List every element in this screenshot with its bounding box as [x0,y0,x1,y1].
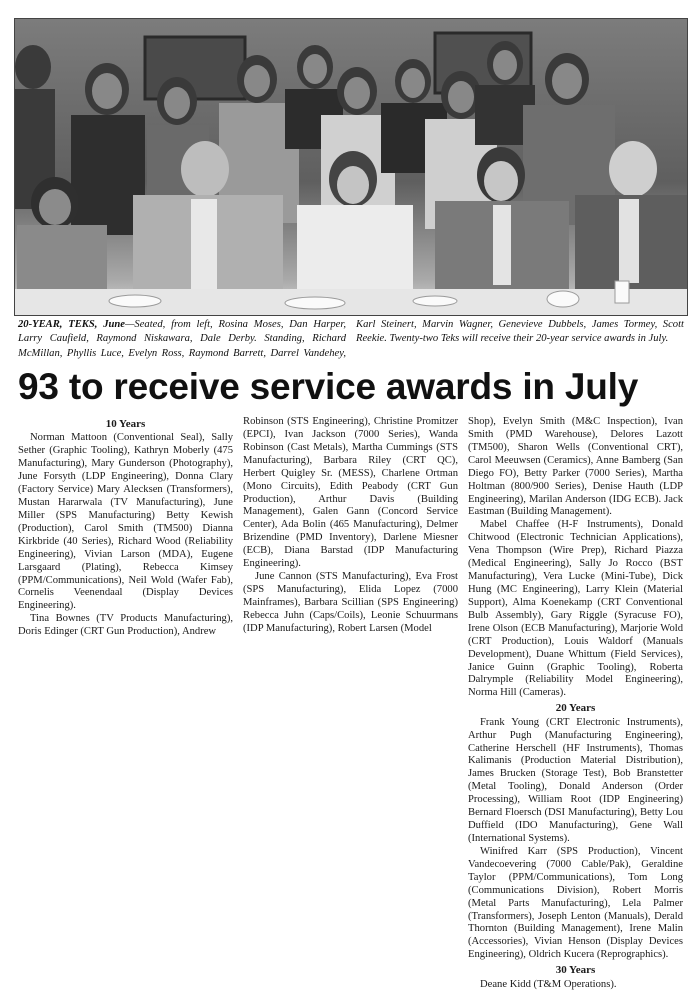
group-photo-illustration [15,19,687,315]
section-heading-20-years: 20 Years [555,702,596,715]
section-heading-30-years: 30 Years [555,964,596,977]
caption-text: —Seated, from left, Rosina Moses, Dan Harper, Larry Caufield, Raymond Niskawara, Dale Derby. Standing, Richard McMillan, Phyllis Luce, Evelyn Ross, Raymond Barrett, Darrel Vandehey, Karl Steinert, Marvin Wagner, Genevieve Dubbels, James Tormey, Scott Reekie. Twenty-two Teks will receive their 20-year service awards in July. [18,319,684,359]
paragraph: Frank Young (CRT Electronic Instruments), Arthur Pugh (Manufacturing Engineering), Catherine Herschell (HF Instruments), Thomas Kalimanis (Production Material Distribution), James Brucken (Storage Test), Bob Branstetter (Metal Tooling), Donald Anderson (Order Processing), William Root (IDP Engineering) Bernard Floersch (DSI Manufacturing), Betty Lou Duffield (IDO Manufacturing), Gene Wall (International Systems). [468,716,683,844]
group-photo [14,18,688,316]
caption-lead: 20-YEAR, TEKS, June [18,319,125,330]
column-3 [468,416,683,990]
paragraph: Deane Kidd (T&M Operations). [480,978,617,990]
paragraph: Mabel Chaffee (H-F Instruments), Donald Chitwood (Electronic Technician Applications), Vena Thompson (Wire Prep), Richard Piazza (Medical Engineering), Sally Jo Rocco (BST Manufacturing), Vera Lucke (Mini-Tube), Dick Hung (MC Engineering), Larry Klein (Material Support), Alma Koenekamp (CRT Conventional Bulb Assembly), Gary Riggle (Syracuse FO), Irene Olson (ECB Manufacturing), Marjorie Wold (CRT Production), Louis Waldorf (Manuals Development), Duane Whittum (Field Services), Janice Guinn (Graphic Tooling), Roberta Dalrymple (Reliability Model Engineering), Norma Hill (Cameras). [468,519,683,699]
column-1 [18,416,233,922]
paragraph: Shop), Evelyn Smith (M&C Inspection), Ivan Smith (PMD Warehouse), Delores Lazott (TM500), Sharon Wells (Conventional CRT), Carol Meeuwsen (Ceramics), Anne Bamberg (San Diego FO), Betty Parker (7000 Series), Martha Holtman (800/900 Series), Denise Hauth (LDP Engineering), Marilan Anderson (IDG ECB). Jack Eastman (Building Management). [468,416,683,518]
paragraph: Winifred Karr (SPS Production), Vincent Vandecoevering (7000 Cable/Pak), Geraldine Taylor (PPM/Communications), Tom Long (Communications Division), Robert Morris (Metal Parts Manufacturing), Lela Palmer (Transformers), Joseph Lenton (Manuals), Derald Thornton (Building Management), Irene Malin (Accessories), Vivian Henson (Display Devices Engineering), Oldrich Kucera (Reprographics). [468,845,683,961]
paragraph: June Cannon (STS Manufacturing), Eva Frost (SPS Manufacturing), Elida Lopez (7000 Mainframes), Barbara Scillian (SPS Engineering) Rebecca Juhn (Caps/Coils), Leonie Schuurmans (IDP Manufacturing), Robert Larsen (Model [243,571,458,634]
paragraph: Robinson (STS Engineering), Christine Promitzer (EPCI), Ivan Jackson (7000 Series), Wanda Robinson (Cast Metals), Martha Cummings (STS Manufacturing), Barbara Riley (CRT QC), Herbert Quigley Sr. (MESS), Charlene Ortman (Mono Circuits), Edith Peabody (CRT Gun Production), Arthur Davis (Building Management), Galen Gann (Concord Service Center), Ada Bolin (465 Manufacturing), Delmer Brizendine (PMD Inventory), Darlene Miesner (ECB), Diana Barstad (IDP Manufacturing Engineering). [243,416,458,570]
paragraph: Tina Bownes (TV Products Manufacturing), Doris Edinger (CRT Gun Production), Andrew [18,613,233,638]
photo-caption [18,318,684,366]
paragraph: Norman Mattoon (Conventional Seal), Sally Sether (Graphic Tooling), Kathryn Moberly (475 Manufacturing), Mary Gunderson (Photography), June Forsyth (LDP Engineering), Donna Clary (Factory Service) Mary Alecksen (Transformers), Mustan Hararwala (TV Manufacturing), June Miller (SPS Manufacturing) Betty Kewish (Production), Carol Smith (TM500) Dianna Kirkbride (40 Series), Richard Wood (Reliability Engineering), Vivian Larson (MDA), Eugene Larsgaard (Plating), Rebecca Kimsey (PPM/Communications), Neil Wold (Wafer Fab), Cornelis Veenendaal (Display Devices Engineering). [18,432,233,612]
article-body [18,416,684,990]
column-2 [243,416,458,922]
article-headline: 93 to receive service awards in July [18,366,639,407]
section-heading-10-years: 10 Years [105,418,146,430]
